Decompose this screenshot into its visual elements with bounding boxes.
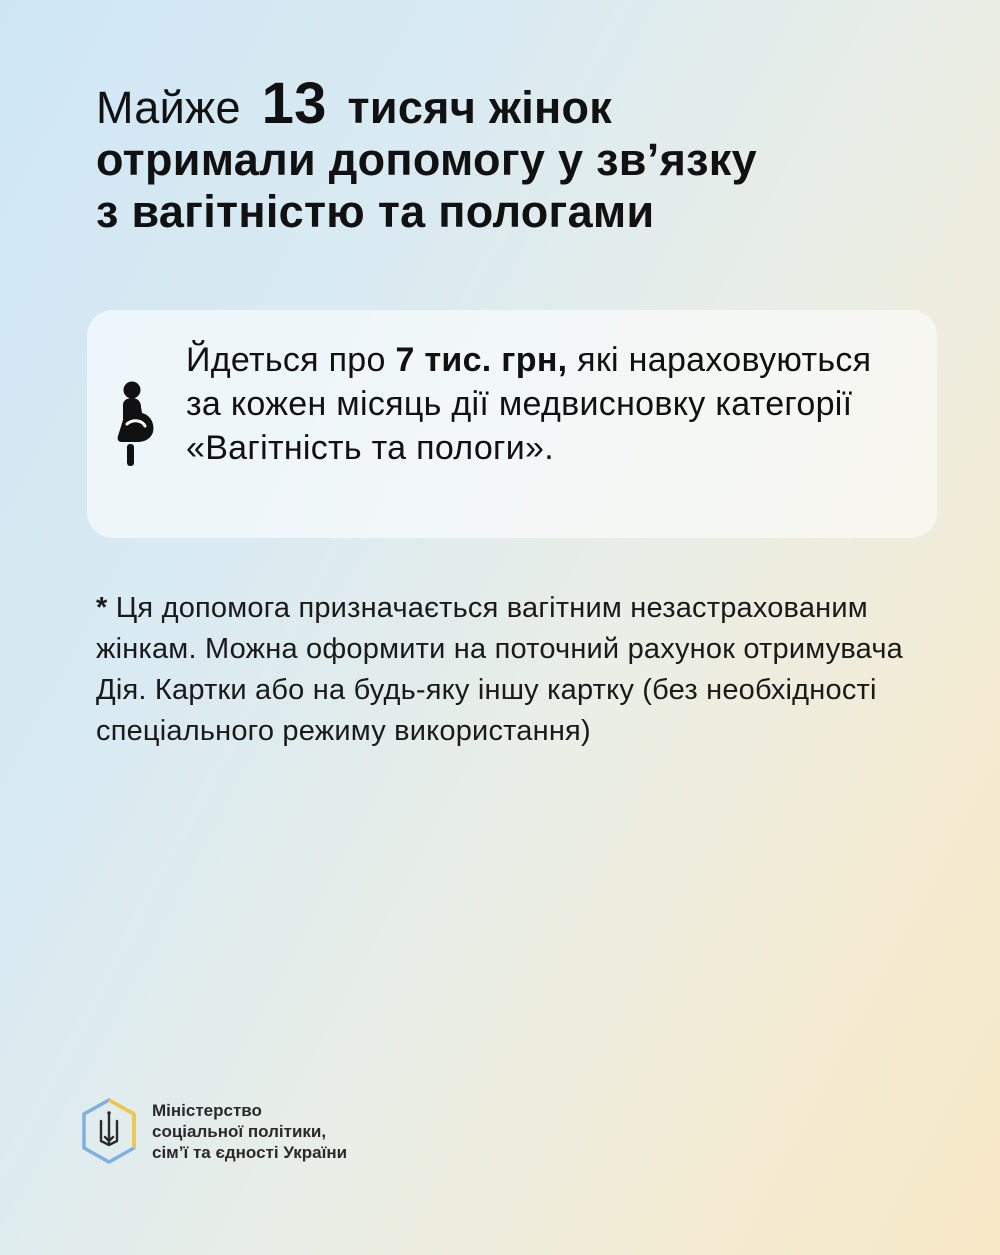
headline-number: 13 [261, 71, 327, 136]
ministry-line-1: Міністерство [152, 1101, 262, 1120]
card-text [186, 338, 906, 470]
footnote [96, 588, 956, 752]
ministry-line-3: сімʼї та єдності України [152, 1143, 348, 1162]
footnote-text: Ця допомога призначається вагітним незастрахованим жінкам. Можна оформити на поточний рахунок отримувача Дія. Картки або на будь-яку іншу картку (без необхідності спеціального режиму використання) [96, 592, 904, 747]
ministry-name [152, 1100, 472, 1163]
pregnant-woman-icon [114, 380, 160, 468]
headline-line-2: отримали допомогу у звʼязку [96, 134, 757, 185]
card-amount: 7 тис. грн, [395, 341, 568, 379]
card-text-after: які нараховуються за кожен місяць дії медвисновку категорії «Вагітність та пологи». [186, 341, 872, 467]
headline-word: тисяч [347, 82, 477, 133]
headline-prefix: Майже [96, 82, 241, 133]
footnote-asterisk: * [96, 592, 108, 624]
headline-line-3: з вагітністю та пологами [96, 186, 655, 237]
ukraine-trident-hexagon-icon [80, 1097, 138, 1165]
headline [96, 71, 956, 238]
ministry-line-2: соціальної політики, [152, 1122, 327, 1141]
card-text-before: Йдеться про [186, 341, 396, 379]
headline-rest: жінок [488, 82, 613, 133]
